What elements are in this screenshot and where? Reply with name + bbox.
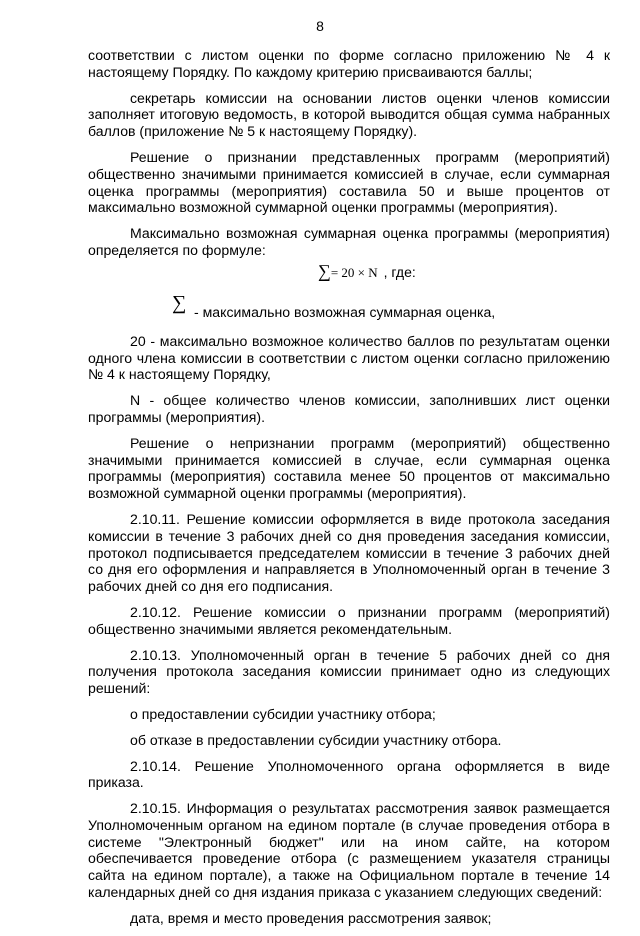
- paragraph: Максимально возможная суммарная оценка программы (мероприятия) определяется по формуле:: [88, 225, 610, 258]
- list-item: об отказе в предоставлении субсидии участнику отбора.: [130, 731, 502, 748]
- paragraph: 2.10.13. Уполномоченный орган в течение 5 рабочих дней со дня получения протокола заседания комиссии принимает одно из следующих решений:: [88, 646, 610, 697]
- sigma-definition-text: - максимально возможная суммарная оценка,: [194, 303, 496, 320]
- paragraph: 2.10.11. Решение комиссии оформляется в виде протокола заседания комиссии в течение 3 рабочих дней со дня проведения заседания комиссии, протокол подписывается председателем комиссии в течение 3 рабочих дней со дня его оформления и направляется в Уполномоченный орган в течение 3 рабочих дней со дня его подписания.: [88, 510, 610, 595]
- paragraph: 2.10.14. Решение Уполномоченного органа оформляется в виде приказа.: [88, 757, 610, 791]
- page-number: 8: [316, 18, 324, 34]
- sigma-definition: [88, 291, 610, 323]
- list-item: о предоставлении субсидии участнику отбора;: [130, 705, 436, 722]
- formula: [88, 260, 610, 289]
- paragraph: 20 - максимально возможное количество баллов по результатам оценки одного члена комиссии в соответствии с листом оценки согласно приложению № 4 к настоящему Порядку,: [88, 332, 610, 383]
- list-item: дата, время и место проведения рассмотрения заявок;: [130, 909, 492, 926]
- formula-expression: = 20 × N: [330, 264, 378, 280]
- paragraph: секретарь комиссии на основании листов оценки членов комиссии заполняет итоговую ведомость, в которой выводится общая сумма набранных баллов (приложение № 5 к настоящему Порядку).: [88, 89, 610, 140]
- document-body: [88, 47, 610, 936]
- paragraph: Решение о признании представленных программ (мероприятий) общественно значимыми принимается комиссией в случае, если суммарная оценка программы (мероприятия) составила 50 и выше процентов от максимально возможной суммарной оценки программы (мероприятия).: [88, 148, 610, 216]
- sigma-symbol: ∑: [172, 291, 187, 314]
- paragraph: соответствии с листом оценки по форме согласно приложению № 4 к настоящему Порядку. По каждому критерию присваиваются баллы;: [88, 47, 610, 80]
- paragraph: 2.10.12. Решение комиссии о признании программ (мероприятий) общественно значимыми является рекомендательным.: [88, 603, 610, 637]
- paragraph: 2.10.15. Информация о результатах рассмотрения заявок размещается Уполномоченным органом на едином портале (в случае проведения отбора в системе "Электронный бюджет" или на ином сайте, на котором обеспечивается проведение отбора (с размещением указателя страницы сайта на едином портале), а также на Официальном портале в течение 14 календарных дней со дня издания приказа с указанием следующих сведений:: [88, 800, 610, 901]
- paragraph: Решение о непризнании программ (мероприятий) общественно значимыми принимается комиссией в случае, если суммарная оценка программы (мероприятия) составила менее 50 процентов от максимально возможной суммарной оценки программы (мероприятия).: [88, 434, 610, 502]
- paragraph: N - общее количество членов комиссии, заполнивших лист оценки программы (мероприятия).: [88, 392, 610, 425]
- sigma-symbol: ∑: [318, 260, 331, 281]
- formula-suffix: , где:: [383, 263, 416, 280]
